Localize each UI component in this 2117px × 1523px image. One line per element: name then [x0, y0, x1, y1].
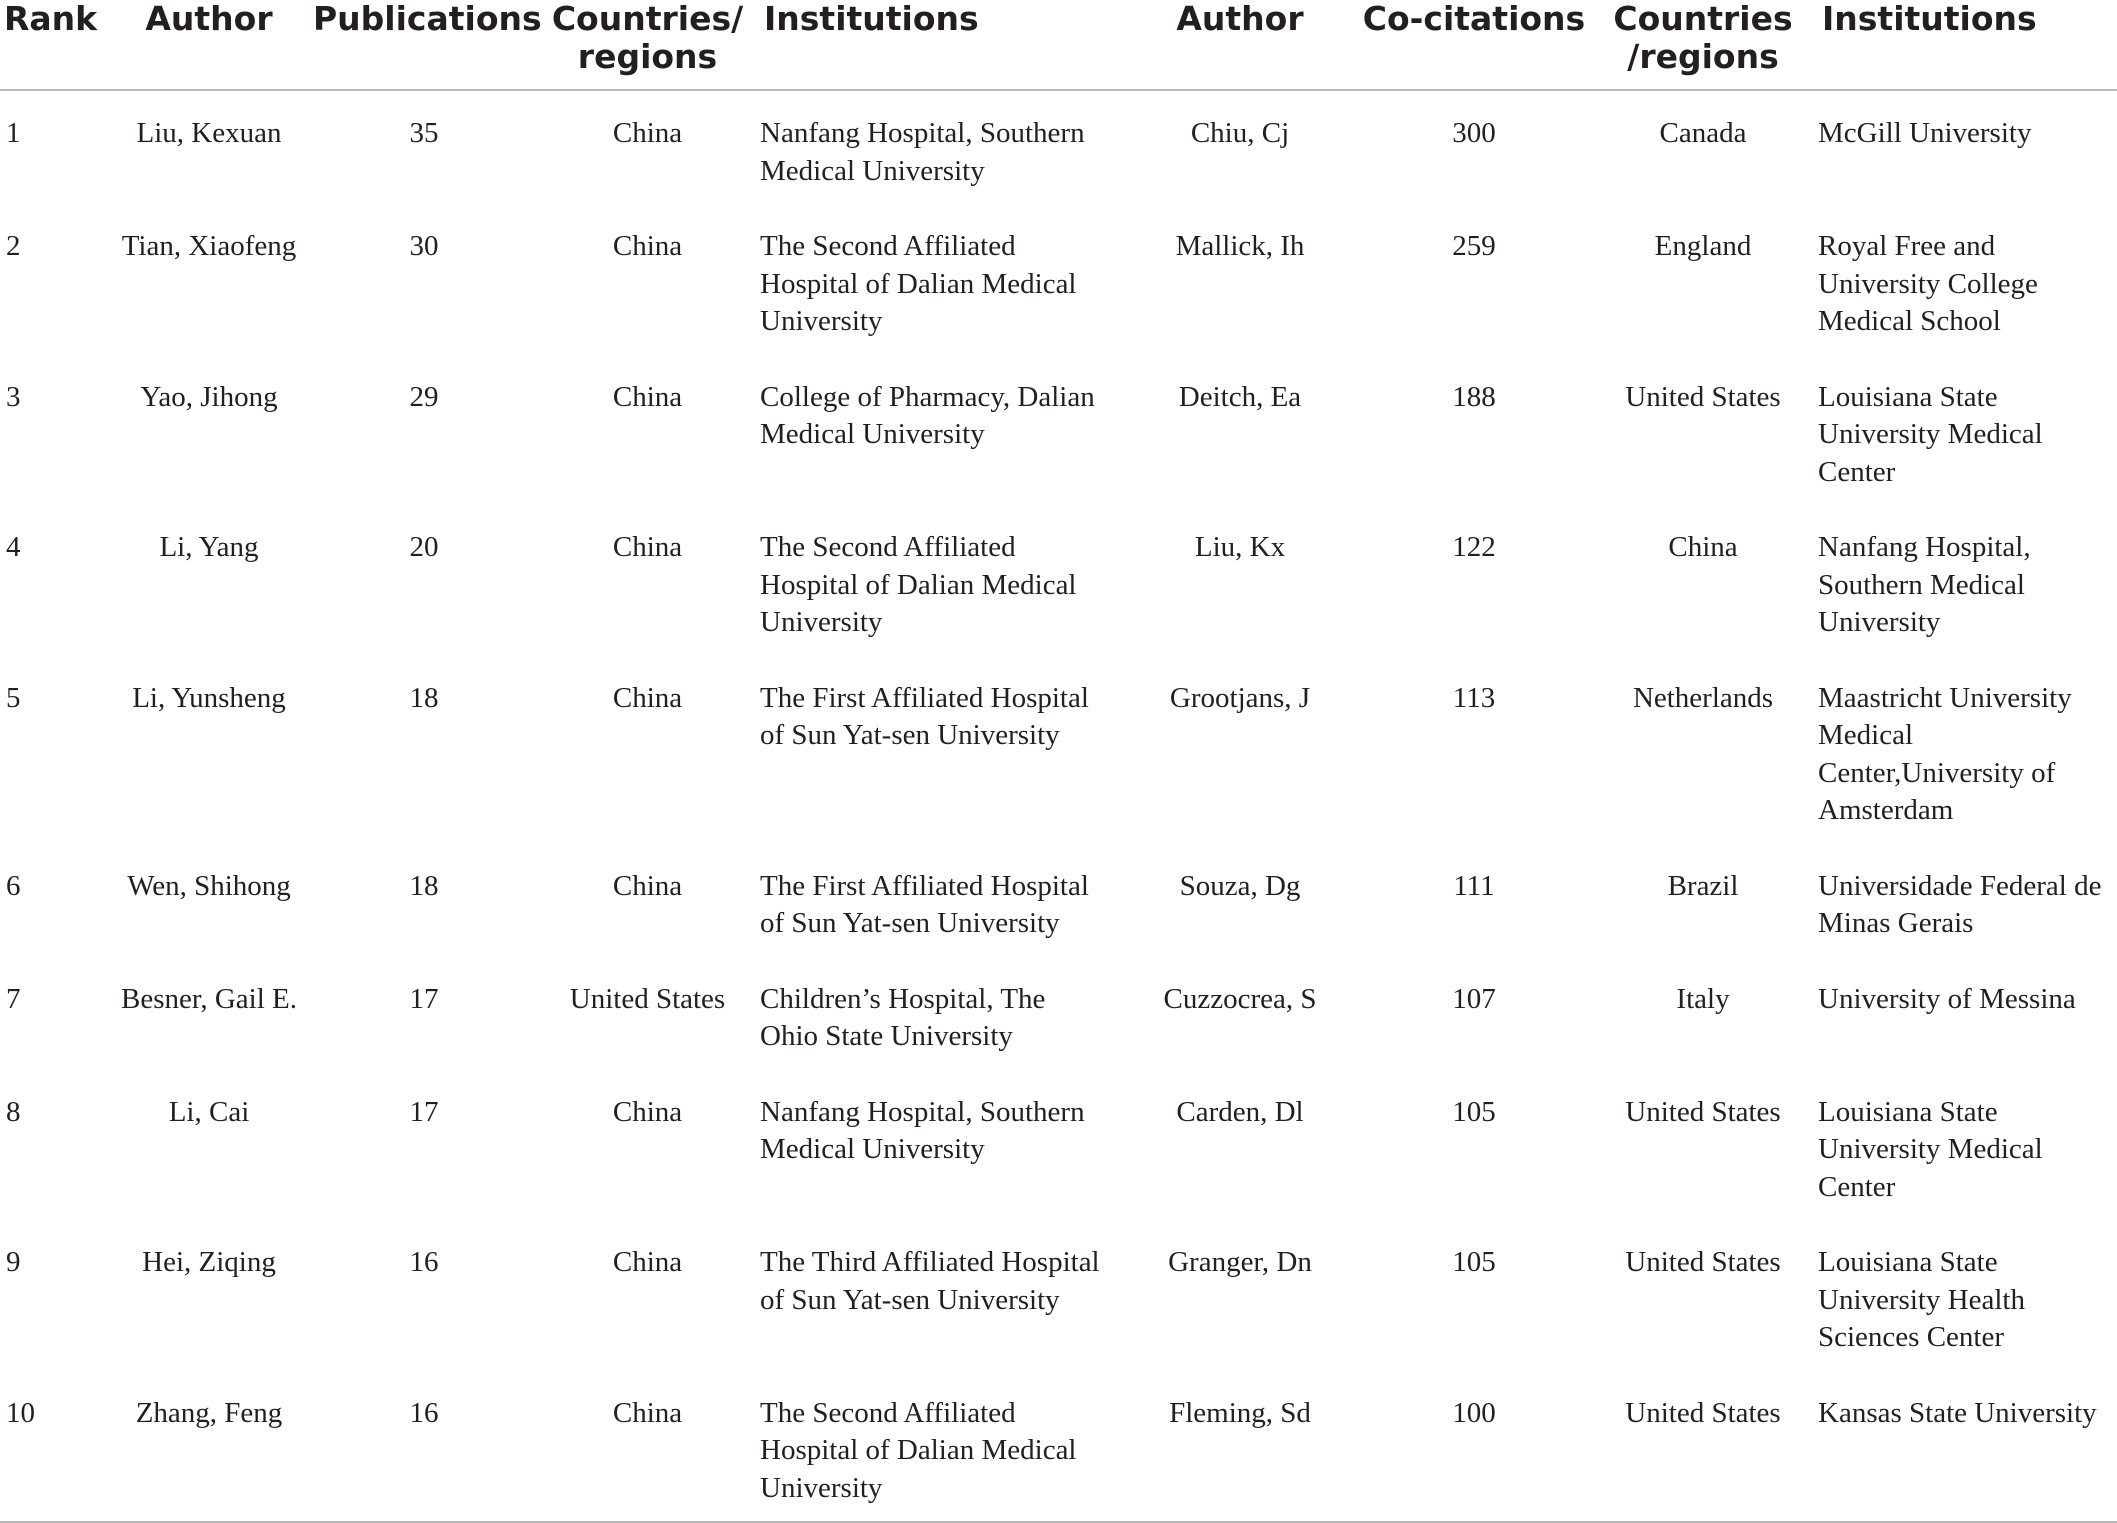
cell-institution: The Second Affiliated Hospital of Dalian Medical University — [760, 230, 1077, 337]
cell-rank: 2 — [6, 230, 21, 262]
header-institutions-cocited: Institutions — [1818, 0, 2117, 90]
cell-author: Yao, Jihong — [140, 380, 278, 413]
cell-institution-cocited: Kansas State University — [1818, 1371, 2117, 1523]
table-row — [0, 957, 2117, 1070]
header-author: Author — [105, 0, 313, 90]
cell-institution-cocited: Maastricht University Medical Center,University of Amsterdam — [1818, 681, 2072, 826]
table-row — [0, 1070, 2117, 1221]
cell-country-cocited: Brazil — [1667, 869, 1739, 902]
cell-author: Liu, Kexuan — [136, 117, 282, 149]
cell-rank: 1 — [6, 117, 21, 149]
table-row — [0, 656, 2117, 844]
cell-country: United States — [569, 982, 726, 1015]
table-row — [0, 505, 2117, 656]
cell-country-cocited: United States — [1625, 1095, 1781, 1128]
cell-country-cocited: Canada — [1659, 117, 1747, 149]
table-row — [0, 355, 2117, 506]
cell-author-cocited: Liu, Kx — [1194, 531, 1286, 563]
cell-institution: The Second Affiliated Hospital of Dalian Medical University — [760, 1371, 1120, 1523]
cell-author: Li, Yang — [159, 531, 259, 563]
cell-cocitations: 105 — [1452, 1095, 1496, 1128]
cell-publications: 17 — [409, 1095, 439, 1128]
table-row — [0, 90, 2117, 204]
cell-institution-cocited: Universidade Federal de Minas Gerais — [1818, 869, 2102, 939]
cell-country: China — [612, 681, 683, 714]
cell-author-cocited: Fleming, Sd — [1120, 1371, 1360, 1523]
cell-cocitations: 111 — [1453, 869, 1495, 902]
cell-author-cocited: Deitch, Ea — [1178, 380, 1302, 413]
cell-author: Wen, Shihong — [127, 869, 291, 902]
table-row — [0, 1371, 2117, 1523]
cell-rank: 3 — [6, 380, 21, 413]
cell-institution: The Third Affiliated Hospital of Sun Yat-sen University — [760, 1246, 1100, 1316]
cell-country: China — [612, 869, 683, 902]
cell-author-cocited: Cuzzocrea, S — [1163, 982, 1317, 1015]
cell-author: Li, Cai — [168, 1095, 250, 1128]
cell-author: Tian, Xiaofeng — [121, 230, 297, 262]
cell-cocitations: 122 — [1452, 531, 1496, 563]
cell-rank: 4 — [6, 531, 21, 563]
cell-publications: 16 — [313, 1371, 535, 1523]
cell-cocitations: 113 — [1452, 681, 1496, 714]
cell-country-cocited: Italy — [1676, 982, 1730, 1015]
cell-cocitations: 107 — [1452, 982, 1496, 1015]
cell-country: China — [612, 380, 683, 413]
cell-country-cocited: United States — [1625, 1246, 1781, 1278]
header-row — [0, 0, 2117, 90]
cell-cocitations: 100 — [1360, 1371, 1588, 1523]
cell-institution-cocited: Louisiana State University Medical Center — [1818, 380, 2043, 488]
cell-publications: 18 — [409, 681, 439, 714]
table-row — [0, 1220, 2117, 1371]
cell-country-cocited: United States — [1625, 380, 1781, 413]
cell-publications: 16 — [409, 1246, 439, 1278]
cell-country-cocited: China — [1668, 531, 1738, 563]
cell-rank: 8 — [6, 1095, 21, 1128]
cell-author-cocited: Chiu, Cj — [1190, 117, 1290, 149]
cell-publications: 20 — [409, 531, 439, 563]
cell-cocitations: 300 — [1452, 117, 1496, 149]
table-body — [0, 90, 2117, 1522]
cell-institution: College of Pharmacy, Dalian Medical University — [760, 380, 1095, 450]
cell-institution: Children’s Hospital, The Ohio State University — [760, 982, 1046, 1052]
table-row — [0, 844, 2117, 957]
cell-country-cocited: England — [1654, 230, 1752, 262]
cell-rank: 5 — [6, 681, 21, 714]
cell-publications: 17 — [409, 982, 439, 1015]
cell-cocitations: 105 — [1452, 1246, 1496, 1278]
cell-country: China — [612, 1246, 683, 1278]
cell-institution-cocited: Louisiana State University Health Sciences Center — [1818, 1246, 2025, 1353]
cell-publications: 35 — [409, 117, 439, 149]
cell-author-cocited: Carden, Dl — [1176, 1095, 1304, 1128]
cell-institution: Nanfang Hospital, Southern Medical University — [760, 1095, 1085, 1165]
header-cocitations: Co-citations — [1360, 0, 1588, 90]
cell-author-cocited: Mallick, Ih — [1175, 230, 1305, 262]
cell-institution: Nanfang Hospital, Southern Medical University — [760, 117, 1085, 187]
cell-institution: The First Affiliated Hospital of Sun Yat-sen University — [760, 869, 1089, 939]
cell-institution: The Second Affiliated Hospital of Dalian Medical University — [760, 531, 1077, 638]
cell-country: China — [612, 117, 683, 149]
header-countries-cocited: Countries /regions — [1588, 0, 1818, 90]
cell-publications: 29 — [409, 380, 439, 413]
cell-author: Li, Yunsheng — [132, 681, 286, 714]
cell-author-cocited: Granger, Dn — [1168, 1246, 1312, 1278]
cell-institution-cocited: Louisiana State University Medical Center — [1818, 1095, 2043, 1203]
cell-publications: 30 — [409, 230, 439, 262]
cell-institution-cocited: Nanfang Hospital, Southern Medical University — [1818, 531, 2031, 638]
cell-country-cocited: United States — [1588, 1371, 1818, 1523]
cell-rank: 7 — [6, 982, 21, 1015]
cell-cocitations: 188 — [1452, 380, 1496, 413]
header-rank: Rank — [0, 0, 105, 90]
cell-rank: 10 — [0, 1371, 105, 1523]
cell-institution-cocited: McGill University — [1818, 117, 2032, 149]
cell-institution: The First Affiliated Hospital of Sun Yat-sen University — [760, 681, 1089, 751]
table-row — [0, 204, 2117, 355]
cell-country-cocited: Netherlands — [1632, 681, 1774, 714]
cell-rank: 6 — [6, 869, 21, 902]
cell-author: Besner, Gail E. — [120, 982, 297, 1015]
cell-country: China — [535, 1371, 760, 1523]
header-author-cocited: Author — [1120, 0, 1360, 90]
cell-rank: 9 — [6, 1246, 21, 1278]
cell-publications: 18 — [409, 869, 439, 902]
cell-author-cocited: Souza, Dg — [1179, 869, 1301, 902]
header-institutions: Institutions — [760, 0, 1120, 90]
cell-author-cocited: Grootjans, J — [1169, 681, 1311, 714]
header-publications: Publications — [313, 0, 535, 90]
cell-author: Hei, Ziqing — [142, 1246, 276, 1278]
cell-institution-cocited: University of Messina — [1818, 982, 2076, 1015]
cell-country: China — [612, 1095, 683, 1128]
cell-author: Zhang, Feng — [105, 1371, 313, 1523]
cell-institution-cocited: Royal Free and University College Medical School — [1818, 230, 2038, 337]
cell-cocitations: 259 — [1452, 230, 1496, 262]
header-countries: Countries/ regions — [535, 0, 760, 90]
cell-country: China — [612, 230, 683, 262]
cell-country: China — [612, 531, 683, 563]
